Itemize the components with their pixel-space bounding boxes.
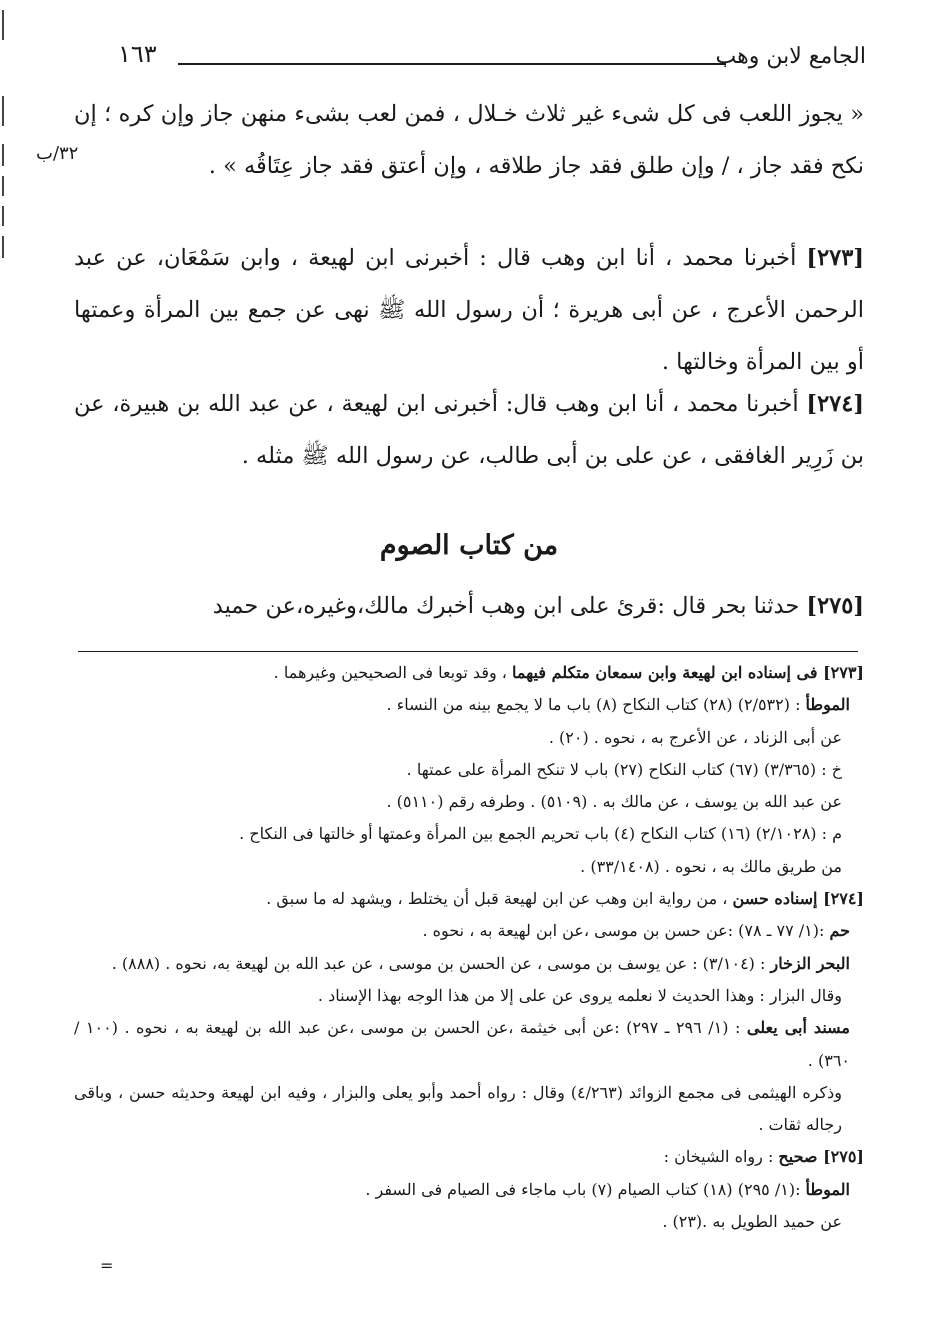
- header-rule: [178, 63, 726, 65]
- hadith-275: [74, 580, 864, 632]
- source-name: البحر الزخار: [770, 953, 850, 973]
- footnote-line: عن أبى الزناد ، عن الأعرج به ، نحوه . (٢٠) .: [548, 727, 842, 747]
- footnote-274-heading: [74, 883, 864, 915]
- hadith-number: [٢٧٥]: [806, 593, 864, 619]
- footnote-line: [74, 1012, 864, 1077]
- footnote-line: خ : (٣/٣٦٥) (٦٧) كتاب النكاح (٢٧) باب لا تنكح المرأة على عمتها .: [406, 759, 842, 779]
- source-name: مسند أبى يعلى: [746, 1018, 850, 1038]
- footnotes: [74, 657, 864, 1238]
- hadith-number: [٢٧٤]: [806, 391, 864, 417]
- section-heading: من كتاب الصوم: [379, 530, 559, 561]
- footnote-text: :(١/ ٢٩٥) (١٨) كتاب الصيام (٧) باب ماجاء فى الصيام فى السفر .: [365, 1179, 806, 1199]
- footnote-275-heading: [74, 1141, 864, 1173]
- hadith-273: [74, 232, 864, 388]
- hadith-274: [74, 378, 864, 482]
- hadith-text: أخبرنا محمد ، أنا ابن وهب قال: أخبرنى ابن لهيعة ، عن عبد الله بن هبيرة، عن بن زَرِير الغافقى ، عن على بن أبى طالب، عن رسول الله ﷺ مثله .: [74, 391, 864, 469]
- continuation-mark: =: [100, 1256, 114, 1275]
- footnote-text: ، من رواية ابن وهب عن ابن لهيعة قبل أن يختلط ، ويشهد له ما سبق .: [266, 889, 733, 909]
- hadith-number: [٢٧٣]: [806, 245, 864, 271]
- footnote-grade: إسناده حسن: [732, 889, 824, 909]
- page-number: ١٦٣: [118, 40, 157, 68]
- footnote-text: : (٢/٥٣٢) (٢٨) كتاب النكاح (٨) باب ما لا يجمع بينه من النساء .: [386, 695, 806, 715]
- footnote-separator: [78, 651, 858, 652]
- body-paragraph-1: « يجوز اللعب فى كل شىء غير ثلاث خـلال ، فمن لعب بشىء منهن جاز وإن كره ؛ إن نكح فقد جاز ، / وإن طلق فقد جاز طلاقه ، وإن أعتق فقد جاز عِتَاقُه » .: [74, 101, 864, 179]
- source-name: الموطأ: [805, 1179, 850, 1199]
- footnote-text: :(١/ ٧٧ ـ ٧٨) :عن حسن بن موسى ،عن ابن لهيعة به ، نحوه .: [422, 921, 830, 941]
- footnote-grade: فى إسناده ابن لهيعة وابن سمعان متكلم فيهما: [512, 663, 824, 682]
- footnote-line: وقال البزار : وهذا الحديث لا نعلمه يروى عن على إلا من هذا الوجه بهذا الإسناد .: [317, 985, 842, 1005]
- margin-tick: [2, 176, 4, 196]
- footnote-line: [74, 689, 864, 721]
- footnote-line: [74, 1174, 864, 1206]
- footnote-line: من طريق مالك به ، نحوه . (٣٣/١٤٠٨) .: [580, 856, 842, 876]
- footnote-text: ، وقد توبعا فى الصحيحين وغيرهما .: [273, 663, 513, 682]
- source-name: الموطأ: [805, 695, 850, 715]
- footnote-273-heading: [74, 657, 864, 689]
- footnote-line: عن حميد الطويل به .(٢٣) .: [662, 1212, 842, 1232]
- margin-tick: [2, 236, 4, 258]
- margin-tick: [2, 206, 4, 226]
- footnote-line: [74, 915, 864, 947]
- footnote-line: [74, 948, 864, 980]
- footnote-number: [٢٧٤]: [823, 889, 864, 909]
- source-name: حم: [829, 921, 850, 941]
- footnote-number: [٢٧٣]: [823, 663, 864, 682]
- footnote-number: [٢٧٥]: [823, 1147, 864, 1167]
- footnote-text: : (١/ ٢٩٦ ـ ٢٩٧) :عن أبى خيثمة ،عن الحسن بن موسى ،عن عبد الله بن لهيعة به ، نحوه . (١٠٠ / ٣٦٠) .: [74, 1018, 850, 1070]
- footnote-line: عن عبد الله بن يوسف ، عن مالك به . (٥١٠٩) . وطرفه رقم (٥١١٠) .: [386, 792, 842, 812]
- footnote-text: : (٣/١٠٤) : عن يوسف بن موسى ، عن الحسن بن موسى ، عن عبد الله بن لهيعة به، نحوه . (٨٨٨) .: [111, 953, 771, 973]
- running-title: الجامع لابن وهب: [715, 44, 866, 69]
- footnote-line: وذكره الهيثمى فى مجمع الزوائد (٤/٢٦٣) وقال : رواه أحمد وأبو يعلى والبزار ، وفيه ابن لهيعة وحديثه حسن ، وباقى رجاله ثقات .: [74, 1082, 843, 1135]
- footnote-grade: صحيح: [778, 1147, 824, 1167]
- footnote-line: م : (٢/١٠٢٨) (١٦) كتاب النكاح (٤) باب تحريم الجمع بين المرأة وعمتها أو خالتها فى النكاح .: [239, 824, 842, 844]
- margin-tick: [2, 10, 4, 40]
- margin-tick: [2, 144, 4, 166]
- footnote-text: : رواه الشيخان :: [663, 1147, 779, 1167]
- hadith-text: حدثنا بحر قال :قرئ على ابن وهب أخبرك مالك،وغيره،عن حميد: [212, 593, 807, 619]
- hadith-text: أخبرنا محمد ، أنا ابن وهب قال : أخبرنى ابن لهيعة ، وابن سَمْعَان، عن عبد الرحمن الأعرج ، عن أبى هريرة ؛ أن رسول الله ﷺ نهى عن جمع بين المرأة وعمتها أو بين المرأة وخالتها .: [74, 245, 864, 375]
- margin-folio-reference: ٣٢/ب: [36, 143, 79, 164]
- margin-tick: [2, 96, 4, 126]
